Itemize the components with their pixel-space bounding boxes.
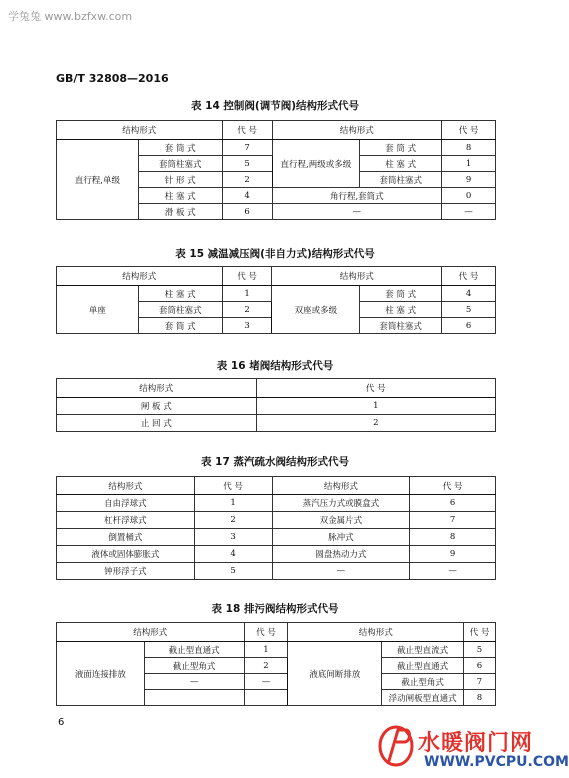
standard-code: GB/T 32808—2016	[56, 72, 169, 85]
code-cell: 3	[194, 529, 272, 546]
header-form: 结构形式	[57, 477, 195, 495]
code-cell: 2	[256, 415, 495, 432]
code-cell: 7	[222, 140, 272, 156]
header-form: 结构形式	[57, 121, 223, 140]
code-cell: 2	[194, 512, 272, 529]
table-17	[56, 476, 496, 580]
header-form: 结构形式	[57, 379, 257, 398]
form-cell: 液体或固体膨胀式	[57, 546, 195, 563]
code-cell: 4	[194, 546, 272, 563]
code-cell: 1	[194, 495, 272, 512]
form-cell: 套 筒 式	[360, 286, 442, 302]
form-cell: 钟形浮子式	[57, 563, 195, 580]
form-cell: 蒸汽压力式或膜盒式	[272, 495, 410, 512]
logo-name: 水暖阀门网	[418, 731, 534, 756]
code-cell: 9	[410, 546, 496, 563]
form-cell: 柱 塞 式	[360, 302, 442, 318]
code-cell: 2	[222, 172, 272, 188]
group-label: 直行程,单级	[57, 140, 139, 220]
form-cell: 截止型直通式	[382, 658, 464, 674]
form-cell: 滑 板 式	[138, 204, 222, 220]
form-cell: 自由浮球式	[57, 495, 195, 512]
code-cell: 2	[244, 658, 288, 674]
code-cell: 8	[442, 140, 496, 156]
form-cell: 柱 塞 式	[138, 286, 222, 302]
code-cell: 4	[442, 286, 496, 302]
form-cell: 套筒柱塞式	[360, 172, 442, 188]
code-cell: —	[244, 674, 288, 690]
form-cell: 截止型角式	[382, 674, 464, 690]
code-cell: 1	[222, 286, 272, 302]
table-14	[56, 120, 496, 220]
header-code: 代 号	[194, 477, 272, 495]
group-label: 单座	[57, 286, 139, 334]
code-cell: 8	[410, 529, 496, 546]
code-cell: —	[410, 563, 496, 580]
code-cell: 8	[464, 690, 496, 706]
form-cell: 套筒柱塞式	[360, 318, 442, 334]
table-18	[56, 622, 496, 706]
header-code: 代 号	[410, 477, 496, 495]
page-number: 6	[58, 717, 65, 728]
form-cell: 截止型直流式	[382, 642, 464, 658]
table-15-caption: 表 15 减温减压阀(非自力式)结构形式代号	[175, 248, 375, 260]
form-cell: 倒置桶式	[57, 529, 195, 546]
header-code: 代 号	[222, 121, 272, 140]
form-cell: 针 形 式	[138, 172, 222, 188]
form-cell: 柱 塞 式	[360, 156, 442, 172]
code-cell: 3	[222, 318, 272, 334]
form-cell: 截止型角式	[144, 658, 244, 674]
header-code: 代 号	[256, 379, 495, 398]
table-16-caption: 表 16 堵阀结构形式代号	[216, 360, 334, 372]
group-label: 液底间断排放	[288, 642, 382, 706]
code-cell: 6	[442, 318, 496, 334]
valve-logo-icon	[378, 724, 414, 768]
code-cell: 9	[442, 172, 496, 188]
code-cell: 0	[442, 188, 496, 204]
code-cell: 7	[410, 512, 496, 529]
code-cell	[244, 690, 288, 706]
form-cell: —	[144, 674, 244, 690]
form-cell: 截止型直通式	[144, 642, 244, 658]
header-code: 代 号	[442, 121, 496, 140]
header-form: 结构形式	[272, 267, 442, 286]
form-cell: 套 筒 式	[138, 140, 222, 156]
code-cell: 4	[222, 188, 272, 204]
form-cell: 套 筒 式	[138, 318, 222, 334]
code-cell: 6	[464, 658, 496, 674]
form-cell: 角行程,套筒式	[272, 188, 442, 204]
code-cell: 6	[410, 495, 496, 512]
form-cell: 套 筒 式	[360, 140, 442, 156]
table-16	[56, 378, 496, 432]
code-cell: 1	[442, 156, 496, 172]
header-form: 结构形式	[57, 267, 223, 286]
form-cell: 浮动闸板型直通式	[382, 690, 464, 706]
header-form: 结构形式	[272, 477, 410, 495]
logo-site: WWW.PVCPU.COM	[424, 754, 569, 770]
site-logo[interactable]	[366, 724, 569, 774]
header-form: 结构形式	[272, 121, 442, 140]
form-cell: 柱 塞 式	[138, 188, 222, 204]
form-cell: —	[272, 563, 410, 580]
form-cell: 套筒柱塞式	[138, 156, 222, 172]
form-cell: —	[272, 204, 442, 220]
code-cell: 6	[222, 204, 272, 220]
form-cell: 止 回 式	[57, 415, 257, 432]
form-cell: 脉冲式	[272, 529, 410, 546]
header-code: 代 号	[222, 267, 272, 286]
header-form: 结构形式	[288, 623, 464, 642]
table-18-caption: 表 18 排污阀结构形式代号	[211, 603, 339, 615]
table-14-caption: 表 14 控制阀(调节阀)结构形式代号	[190, 100, 360, 112]
watermark-text: 学兔兔 www.bzfxw.com	[8, 10, 133, 23]
header-code: 代 号	[442, 267, 496, 286]
form-cell: 闸 板 式	[57, 398, 257, 415]
code-cell: 5	[222, 156, 272, 172]
group-label: 双座或多级	[272, 286, 360, 334]
header-code: 代 号	[464, 623, 496, 642]
code-cell: 5	[194, 563, 272, 580]
group-label: 液面连接排放	[57, 642, 145, 706]
code-cell: 7	[464, 674, 496, 690]
form-cell: 圆盘热动力式	[272, 546, 410, 563]
header-form: 结构形式	[57, 623, 245, 642]
table-15	[56, 266, 496, 334]
form-cell	[144, 690, 244, 706]
code-cell: —	[442, 204, 496, 220]
code-cell: 5	[442, 302, 496, 318]
group-label: 直行程,两级或多级	[272, 140, 360, 188]
code-cell: 1	[256, 398, 495, 415]
code-cell: 5	[464, 642, 496, 658]
code-cell: 2	[222, 302, 272, 318]
table-17-caption: 表 17 蒸汽疏水阀结构形式代号	[201, 456, 349, 468]
code-cell: 1	[244, 642, 288, 658]
header-code: 代 号	[244, 623, 288, 642]
form-cell: 杠杆浮球式	[57, 512, 195, 529]
form-cell: 双金属片式	[272, 512, 410, 529]
form-cell: 套筒柱塞式	[138, 302, 222, 318]
